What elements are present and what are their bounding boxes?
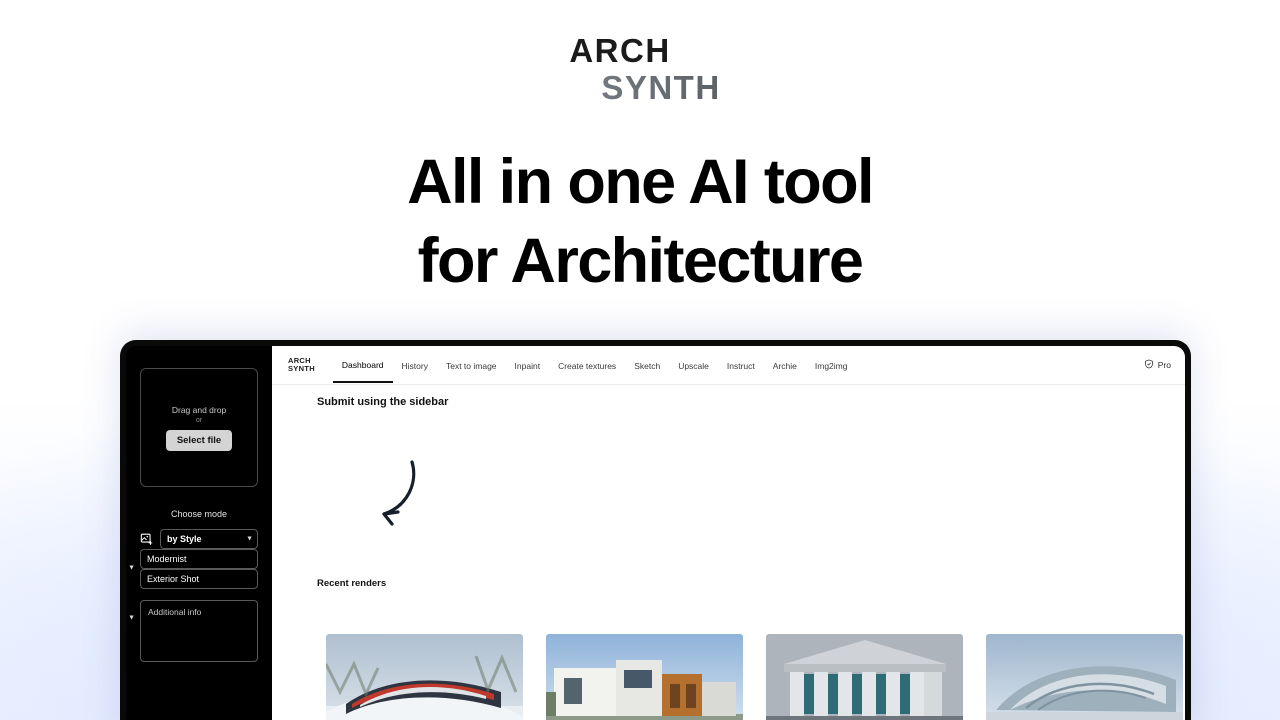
- mode-select[interactable]: [160, 529, 258, 549]
- chevron-down-icon: ▼: [246, 535, 253, 543]
- recent-renders-gallery: [326, 634, 1183, 720]
- render-thumbnail[interactable]: [986, 634, 1183, 720]
- nav-item-archie[interactable]: Archie: [772, 360, 797, 371]
- app-window: [126, 346, 1185, 720]
- nav-item-instruct[interactable]: Instruct: [726, 360, 755, 371]
- top-navigation-bar: [272, 346, 1185, 385]
- nav-item-upscale[interactable]: Upscale: [678, 360, 709, 371]
- render-thumbnail[interactable]: [326, 634, 523, 720]
- chevron-down-icon: ▼: [128, 564, 135, 571]
- nav-item-history[interactable]: History: [401, 360, 428, 371]
- nav-item-img2img[interactable]: Img2img: [814, 360, 848, 371]
- file-dropzone[interactable]: [140, 368, 258, 487]
- app-logo-line2: SYNTH: [288, 364, 315, 373]
- choose-mode-label: Choose mode: [170, 509, 228, 519]
- render-thumbnail[interactable]: [546, 634, 743, 720]
- recent-renders-label: Recent renders: [317, 578, 387, 589]
- shield-check-icon: [1144, 359, 1154, 371]
- brand-logo: [0, 34, 1280, 104]
- dropzone-or-label: or: [195, 416, 203, 424]
- nav-item-dashboard[interactable]: Dashboard: [333, 348, 393, 383]
- headline-line-1: All in one AI tool: [407, 147, 873, 217]
- image-select-icon: [140, 532, 154, 546]
- mode-select-wrap: [160, 529, 258, 549]
- render-thumbnail[interactable]: [766, 634, 963, 720]
- nav-item-text-to-image[interactable]: Text to image: [445, 360, 497, 371]
- submit-hint-text: Submit using the sidebar: [317, 396, 449, 408]
- additional-info-input[interactable]: [140, 600, 258, 662]
- style-select[interactable]: [140, 549, 258, 569]
- nav-item-create-textures[interactable]: Create textures: [558, 360, 617, 371]
- app-logo-line1: ARCH: [288, 355, 311, 365]
- pro-badge[interactable]: [1144, 359, 1171, 371]
- brand-logo-line2: SYNTH: [42, 71, 1280, 105]
- pro-label: Pro: [1157, 360, 1171, 370]
- main-panel: [272, 346, 1185, 720]
- headline-line-2: for Architecture: [417, 226, 863, 297]
- app-logo: [288, 357, 315, 374]
- curved-arrow-icon: [342, 456, 422, 528]
- sidebar: [126, 346, 272, 720]
- nav-item-inpaint[interactable]: Inpaint: [514, 360, 541, 371]
- shot-type-select[interactable]: [140, 569, 258, 589]
- chevron-down-icon: ▼: [128, 614, 135, 621]
- shot-select-wrap: [128, 569, 258, 621]
- nav-item-sketch[interactable]: Sketch: [634, 360, 661, 371]
- style-select-wrap: [128, 549, 258, 571]
- brand-logo-line1: ARCH: [569, 32, 671, 69]
- app-preview-frame: [120, 340, 1191, 720]
- page-title: [0, 143, 1280, 302]
- select-file-button[interactable]: Select file: [166, 430, 232, 451]
- mode-row: [140, 529, 258, 549]
- dropzone-label: Drag and drop: [171, 404, 227, 415]
